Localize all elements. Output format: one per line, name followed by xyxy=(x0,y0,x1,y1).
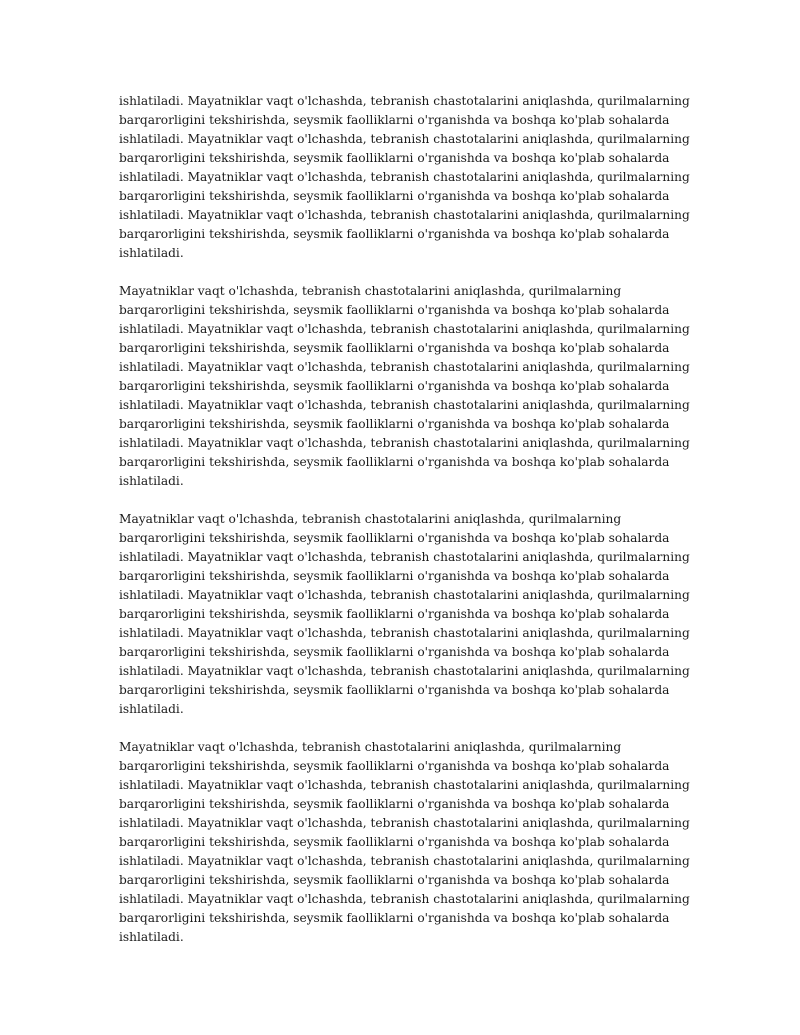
text-line: ishlatiladi. Mayatniklar vaqt o'lchashda, tebranish chastotalarini aniqlashda, qurilmalarning xyxy=(119,816,690,830)
document-body xyxy=(119,92,690,966)
text-line: ishlatiladi. Mayatniklar vaqt o'lchashda, tebranish chastotalarini aniqlashda, qurilmalarning xyxy=(119,664,690,678)
text-line: barqarorligini tekshirishda, seysmik faolliklarni o'rganishda va boshqa ko'plab sohalarda xyxy=(119,341,670,355)
text-line: barqarorligini tekshirishda, seysmik faolliklarni o'rganishda va boshqa ko'plab sohalarda xyxy=(119,569,670,583)
paragraph-3 xyxy=(119,510,690,719)
text-line: ishlatiladi. xyxy=(119,930,184,944)
text-line: ishlatiladi. Mayatniklar vaqt o'lchashda, tebranish chastotalarini aniqlashda, qurilmalarning xyxy=(119,170,690,184)
text-line: barqarorligini tekshirishda, seysmik faolliklarni o'rganishda va boshqa ko'plab sohalarda xyxy=(119,189,670,203)
text-line: barqarorligini tekshirishda, seysmik faolliklarni o'rganishda va boshqa ko'plab sohalarda xyxy=(119,151,670,165)
text-line: barqarorligini tekshirishda, seysmik faolliklarni o'rganishda va boshqa ko'plab sohalarda xyxy=(119,531,670,545)
text-line: ishlatiladi. Mayatniklar vaqt o'lchashda, tebranish chastotalarini aniqlashda, qurilmalarning xyxy=(119,436,690,450)
text-line: ishlatiladi. xyxy=(119,702,184,716)
text-line: Mayatniklar vaqt o'lchashda, tebranish chastotalarini aniqlashda, qurilmalarning xyxy=(119,284,622,298)
text-line: ishlatiladi. Mayatniklar vaqt o'lchashda, tebranish chastotalarini aniqlashda, qurilmalarning xyxy=(119,588,690,602)
text-line: barqarorligini tekshirishda, seysmik faolliklarni o'rganishda va boshqa ko'plab sohalarda xyxy=(119,455,670,469)
text-line: barqarorligini tekshirishda, seysmik faolliklarni o'rganishda va boshqa ko'plab sohalarda xyxy=(119,303,670,317)
text-line: barqarorligini tekshirishda, seysmik faolliklarni o'rganishda va boshqa ko'plab sohalarda xyxy=(119,645,670,659)
text-line: ishlatiladi. Mayatniklar vaqt o'lchashda, tebranish chastotalarini aniqlashda, qurilmalarning xyxy=(119,550,690,564)
paragraph-2 xyxy=(119,282,690,491)
text-line: ishlatiladi. Mayatniklar vaqt o'lchashda, tebranish chastotalarini aniqlashda, qurilmalarning xyxy=(119,892,690,906)
text-line: Mayatniklar vaqt o'lchashda, tebranish chastotalarini aniqlashda, qurilmalarning xyxy=(119,512,622,526)
text-line: barqarorligini tekshirishda, seysmik faolliklarni o'rganishda va boshqa ko'plab sohalarda xyxy=(119,683,670,697)
text-line: barqarorligini tekshirishda, seysmik faolliklarni o'rganishda va boshqa ko'plab sohalarda xyxy=(119,379,670,393)
text-line: barqarorligini tekshirishda, seysmik faolliklarni o'rganishda va boshqa ko'plab sohalarda xyxy=(119,759,670,773)
text-line: barqarorligini tekshirishda, seysmik faolliklarni o'rganishda va boshqa ko'plab sohalarda xyxy=(119,227,670,241)
text-line: barqarorligini tekshirishda, seysmik faolliklarni o'rganishda va boshqa ko'plab sohalarda xyxy=(119,835,670,849)
text-line: ishlatiladi. xyxy=(119,246,184,260)
text-line: ishlatiladi. Mayatniklar vaqt o'lchashda, tebranish chastotalarini aniqlashda, qurilmalarning xyxy=(119,208,690,222)
text-line: barqarorligini tekshirishda, seysmik faolliklarni o'rganishda va boshqa ko'plab sohalarda xyxy=(119,417,670,431)
text-line: ishlatiladi. Mayatniklar vaqt o'lchashda, tebranish chastotalarini aniqlashda, qurilmalarning xyxy=(119,132,690,146)
text-line: barqarorligini tekshirishda, seysmik faolliklarni o'rganishda va boshqa ko'plab sohalarda xyxy=(119,607,670,621)
text-line: ishlatiladi. xyxy=(119,474,184,488)
text-line: barqarorligini tekshirishda, seysmik faolliklarni o'rganishda va boshqa ko'plab sohalarda xyxy=(119,873,670,887)
text-line: ishlatiladi. Mayatniklar vaqt o'lchashda, tebranish chastotalarini aniqlashda, qurilmalarning xyxy=(119,626,690,640)
text-line: barqarorligini tekshirishda, seysmik faolliklarni o'rganishda va boshqa ko'plab sohalarda xyxy=(119,797,670,811)
text-line: barqarorligini tekshirishda, seysmik faolliklarni o'rganishda va boshqa ko'plab sohalarda xyxy=(119,113,670,127)
text-line: ishlatiladi. Mayatniklar vaqt o'lchashda, tebranish chastotalarini aniqlashda, qurilmalarning xyxy=(119,778,690,792)
text-line: ishlatiladi. Mayatniklar vaqt o'lchashda, tebranish chastotalarini aniqlashda, qurilmalarning xyxy=(119,360,690,374)
paragraph-4 xyxy=(119,738,690,947)
paragraph-1 xyxy=(119,92,690,263)
text-line: ishlatiladi. Mayatniklar vaqt o'lchashda, tebranish chastotalarini aniqlashda, qurilmalarning xyxy=(119,322,690,336)
text-line: Mayatniklar vaqt o'lchashda, tebranish chastotalarini aniqlashda, qurilmalarning xyxy=(119,740,622,754)
text-line: ishlatiladi. Mayatniklar vaqt o'lchashda, tebranish chastotalarini aniqlashda, qurilmalarning xyxy=(119,94,690,108)
text-line: barqarorligini tekshirishda, seysmik faolliklarni o'rganishda va boshqa ko'plab sohalarda xyxy=(119,911,670,925)
text-line: ishlatiladi. Mayatniklar vaqt o'lchashda, tebranish chastotalarini aniqlashda, qurilmalarning xyxy=(119,398,690,412)
text-line: ishlatiladi. Mayatniklar vaqt o'lchashda, tebranish chastotalarini aniqlashda, qurilmalarning xyxy=(119,854,690,868)
